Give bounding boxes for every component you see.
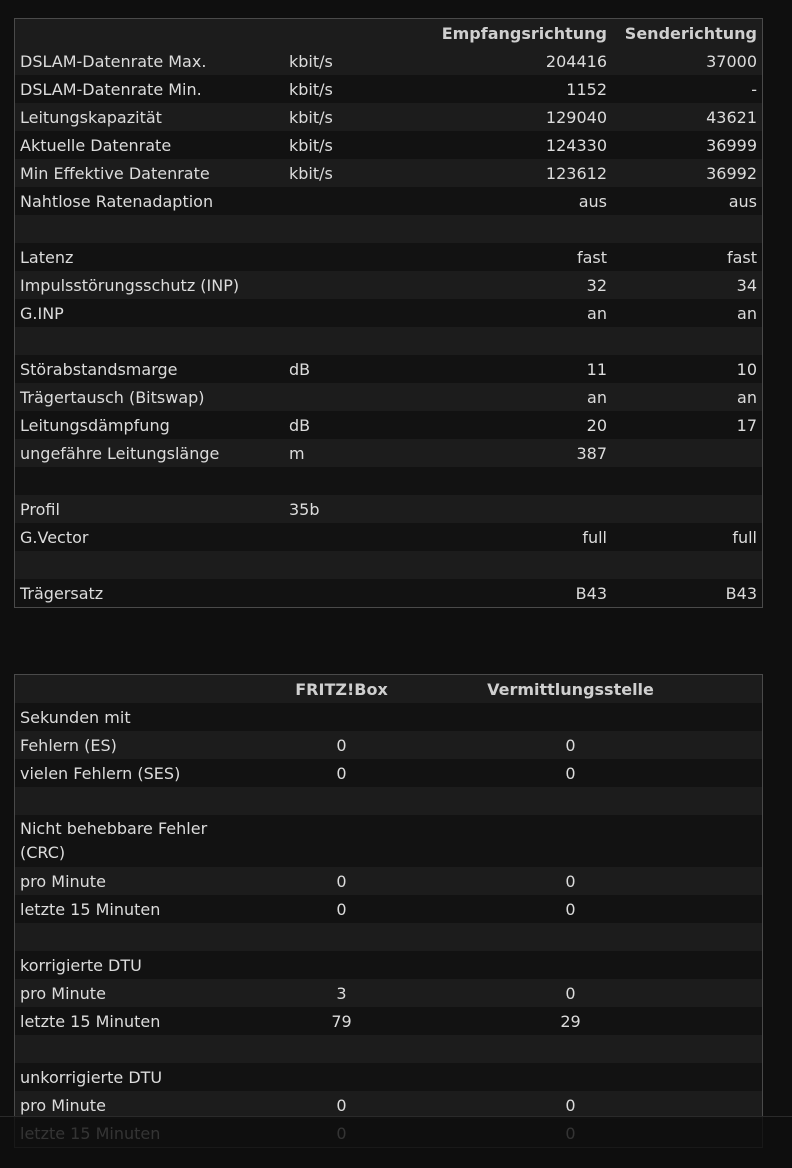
row-exchange-value: 0: [565, 983, 576, 1003]
row-label: [15, 551, 285, 579]
row-fritzbox-value: 0: [336, 763, 347, 783]
row-downstream-value: [375, 215, 612, 243]
error-table-header-row: [15, 675, 763, 704]
row-label: Latenz: [20, 247, 74, 267]
row-label: pro Minute: [20, 983, 106, 1003]
row-exchange-value: 0: [565, 871, 576, 891]
row-exchange-value: [439, 815, 702, 867]
row-fritzbox-value: 3: [336, 983, 347, 1003]
row-downstream-value: 123612: [545, 163, 607, 183]
row-spacer: [702, 923, 763, 951]
row-exchange-value: [439, 1063, 702, 1091]
row-spacer: [702, 1035, 763, 1063]
row-label: [15, 1035, 245, 1063]
table-row: [15, 703, 763, 731]
row-unit: kbit/s: [289, 163, 333, 183]
row-label: letzte 15 Minuten: [20, 899, 161, 919]
row-spacer: [702, 759, 763, 787]
row-upstream-value: aus: [728, 191, 757, 211]
error-header-fritzbox: FRITZ!Box: [295, 679, 388, 699]
table-row: [15, 355, 763, 383]
row-downstream-value: [375, 327, 612, 355]
row-label: [15, 215, 285, 243]
row-upstream-value: [612, 439, 763, 467]
line-header-downstream: Empfangsrichtung: [441, 23, 607, 43]
row-exchange-value: [439, 703, 702, 731]
row-downstream-value: 124330: [545, 135, 607, 155]
row-unit: [284, 551, 375, 579]
row-downstream-value: 387: [576, 443, 607, 463]
table-row: [15, 439, 763, 467]
row-upstream-value: 10: [736, 359, 757, 379]
table-row: [15, 495, 763, 523]
table-row: [15, 815, 763, 867]
row-fritzbox-value: 0: [336, 899, 347, 919]
table-row: [15, 47, 763, 75]
row-upstream-value: 43621: [706, 107, 757, 127]
row-label: Fehlern (ES): [20, 735, 117, 755]
table-row: [15, 383, 763, 411]
row-fritzbox-value: 79: [331, 1011, 352, 1031]
row-upstream-value: 37000: [706, 51, 757, 71]
row-unit: 35b: [289, 499, 320, 519]
row-upstream-value: B43: [725, 583, 757, 603]
row-upstream-value: 36992: [706, 163, 757, 183]
line-header-label: [15, 19, 285, 48]
row-label: Trägersatz: [20, 583, 104, 603]
line-table-body: [15, 47, 763, 608]
row-label: Aktuelle Datenrate: [20, 135, 172, 155]
row-label: Profil: [20, 499, 60, 519]
row-label: DSLAM-Datenrate Min.: [20, 79, 202, 99]
dsl-line-info-table: [14, 18, 763, 608]
row-upstream-value: [612, 467, 763, 495]
table-row: [15, 923, 763, 951]
row-fritzbox-value: [244, 1063, 439, 1091]
row-downstream-value: 129040: [545, 107, 607, 127]
row-spacer: [702, 1007, 763, 1035]
row-spacer: [702, 731, 763, 759]
row-downstream-value: full: [582, 527, 607, 547]
row-unit: [284, 523, 375, 551]
row-upstream-value: fast: [726, 247, 757, 267]
row-unit: [284, 271, 375, 299]
row-spacer: [702, 895, 763, 923]
line-header-upstream: Senderichtung: [624, 23, 757, 43]
row-fritzbox-value: [244, 951, 439, 979]
table-row: [15, 1035, 763, 1063]
table-row: [15, 787, 763, 815]
row-downstream-value: B43: [575, 583, 607, 603]
table-row: [15, 187, 763, 215]
table-row: [15, 215, 763, 243]
row-unit: kbit/s: [289, 135, 333, 155]
row-label: G.Vector: [20, 527, 89, 547]
table-row: [15, 1091, 763, 1119]
row-upstream-value: an: [737, 387, 757, 407]
row-upstream-value: full: [732, 527, 757, 547]
row-fritzbox-value: 0: [336, 1095, 347, 1115]
row-label: [15, 327, 285, 355]
row-spacer: [702, 787, 763, 815]
row-label: Trägertausch (Bitswap): [20, 387, 205, 407]
row-fritzbox-value: 0: [336, 871, 347, 891]
line-table-header-row: [15, 19, 763, 48]
row-unit: kbit/s: [289, 107, 333, 127]
row-fritzbox-value: 0: [336, 735, 347, 755]
row-downstream-value: fast: [576, 247, 607, 267]
error-header-label: [15, 675, 245, 704]
row-exchange-value: 0: [565, 1095, 576, 1115]
table-row: [15, 103, 763, 131]
row-label: Impulsstörungsschutz (INP): [20, 275, 240, 295]
row-exchange-value: [439, 1035, 702, 1063]
row-downstream-value: [375, 467, 612, 495]
row-fritzbox-value: [244, 787, 439, 815]
row-upstream-value: an: [737, 303, 757, 323]
row-upstream-value: [612, 327, 763, 355]
row-exchange-value: 29: [560, 1011, 581, 1031]
error-table-body: [15, 703, 763, 1148]
row-exchange-value: 0: [565, 899, 576, 919]
line-header-unit: [284, 19, 375, 48]
row-unit: dB: [289, 415, 311, 435]
row-label: korrigierte DTU: [20, 955, 142, 975]
table-row: [15, 411, 763, 439]
table-row: [15, 299, 763, 327]
row-unit: kbit/s: [289, 79, 333, 99]
row-spacer: [702, 815, 763, 867]
row-label: Nahtlose Ratenadaption: [20, 191, 214, 211]
row-label: Min Effektive Datenrate: [20, 163, 210, 183]
bottom-overlay-bar: [0, 1116, 792, 1168]
row-spacer: [702, 1091, 763, 1119]
row-upstream-value: 34: [736, 275, 757, 295]
row-label: ungefähre Leitungslänge: [20, 443, 220, 463]
table-row: [15, 271, 763, 299]
row-label: Sekunden mit: [20, 707, 131, 727]
row-label: DSLAM-Datenrate Max.: [20, 51, 207, 71]
row-downstream-value: an: [587, 303, 607, 323]
table-row: [15, 579, 763, 608]
row-label: [15, 467, 285, 495]
row-label: [15, 923, 245, 951]
dsl-error-stats-table: [14, 674, 763, 1148]
table-row: [15, 551, 763, 579]
table-row: [15, 895, 763, 923]
row-spacer: [702, 951, 763, 979]
row-label: Störabstandsmarge: [20, 359, 178, 379]
table-row: [15, 867, 763, 895]
table-row: [15, 759, 763, 787]
row-downstream-value: 20: [586, 415, 607, 435]
row-fritzbox-value: [244, 703, 439, 731]
row-label: G.INP: [20, 303, 64, 323]
row-label: [15, 787, 245, 815]
row-unit: [284, 327, 375, 355]
row-downstream-value: 204416: [545, 51, 607, 71]
row-spacer: [702, 703, 763, 731]
row-label: unkorrigierte DTU: [20, 1067, 163, 1087]
row-unit: m: [289, 443, 305, 463]
table-row: [15, 951, 763, 979]
row-fritzbox-value: [244, 1035, 439, 1063]
row-unit: [284, 187, 375, 215]
row-fritzbox-value: [244, 815, 439, 867]
table-row: [15, 159, 763, 187]
row-unit: [284, 467, 375, 495]
table-row: [15, 75, 763, 103]
row-label: vielen Fehlern (SES): [20, 763, 181, 783]
table-row: [15, 131, 763, 159]
row-exchange-value: 0: [565, 735, 576, 755]
row-downstream-value: 32: [586, 275, 607, 295]
row-exchange-value: 0: [565, 763, 576, 783]
row-downstream-value: 1152: [566, 79, 607, 99]
row-unit: [284, 299, 375, 327]
row-unit: [284, 383, 375, 411]
row-exchange-value: [439, 951, 702, 979]
row-label: Leitungsdämpfung: [20, 415, 170, 435]
row-upstream-value: [612, 551, 763, 579]
row-label: pro Minute: [20, 871, 106, 891]
table-row: [15, 327, 763, 355]
table-row: [15, 523, 763, 551]
row-downstream-value: aus: [578, 191, 607, 211]
row-exchange-value: [439, 787, 702, 815]
error-header-extra: [702, 675, 763, 704]
row-upstream-value: 36999: [706, 135, 757, 155]
table-row: [15, 243, 763, 271]
row-downstream-value: 11: [586, 359, 607, 379]
row-unit: [284, 215, 375, 243]
row-upstream-value: 17: [736, 415, 757, 435]
table-row: [15, 467, 763, 495]
row-spacer: [702, 867, 763, 895]
table-row: [15, 979, 763, 1007]
row-fritzbox-value: [244, 923, 439, 951]
row-downstream-value: an: [587, 387, 607, 407]
table-row: [15, 731, 763, 759]
row-downstream-value: [375, 551, 612, 579]
row-exchange-value: [439, 923, 702, 951]
row-label: letzte 15 Minuten: [20, 1011, 161, 1031]
row-upstream-value: -: [751, 79, 757, 99]
row-unit: dB: [289, 359, 311, 379]
row-upstream-value: [612, 215, 763, 243]
row-unit: [284, 243, 375, 271]
error-header-exchange: Vermittlungsstelle: [487, 679, 654, 699]
table-row: [15, 1007, 763, 1035]
row-spacer: [702, 979, 763, 1007]
table-row: [15, 1063, 763, 1091]
row-downstream-value: [375, 495, 612, 523]
row-unit: [284, 579, 375, 608]
row-upstream-value: [612, 495, 763, 523]
row-spacer: [702, 1063, 763, 1091]
row-label: Nicht behebbare Fehler (CRC): [20, 819, 208, 862]
row-label: pro Minute: [20, 1095, 106, 1115]
row-unit: kbit/s: [289, 51, 333, 71]
row-label: Leitungskapazität: [20, 107, 162, 127]
